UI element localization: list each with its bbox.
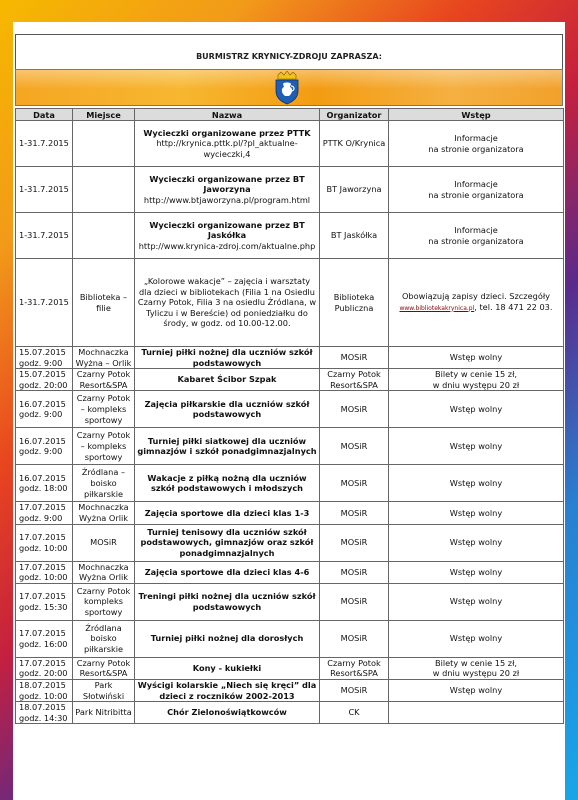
cell-place — [73, 167, 135, 213]
cell-name — [135, 347, 320, 369]
cell-name — [135, 620, 320, 657]
table-row — [16, 465, 564, 502]
cell-place: Park Nitribitta — [73, 702, 135, 724]
cell-organizer: BT Jaworzyna — [320, 167, 389, 213]
cell-name — [135, 391, 320, 428]
cell-organizer: MOSiR — [320, 620, 389, 657]
cell-entry: Wstęp wolny — [389, 347, 564, 369]
cell-name — [135, 428, 320, 465]
cell-organizer: MOSiR — [320, 465, 389, 502]
cell-entry: Informacje na stronie organizatora — [389, 121, 564, 167]
cell-place: Czarny Potok – kompleks sportowy — [73, 428, 135, 465]
cell-date: 17.07.2015 godz. 16:00 — [16, 620, 73, 657]
cell-name — [135, 465, 320, 502]
table-row — [16, 121, 564, 167]
cell-name — [135, 679, 320, 701]
table-row — [16, 167, 564, 213]
cell-place: Czarny Potok kompleks sportowy — [73, 583, 135, 620]
cell-organizer: MOSiR — [320, 391, 389, 428]
cell-entry: Wstęp wolny — [389, 524, 564, 561]
table-row — [16, 428, 564, 465]
cell-entry: Wstęp wolny — [389, 428, 564, 465]
cell-name-bold: Kony - kukiełki — [192, 663, 262, 674]
cell-organizer: Czarny Potok Resort&SPA — [320, 657, 389, 679]
cell-name — [135, 583, 320, 620]
cell-date: 1-31.7.2015 — [16, 213, 73, 259]
cell-entry: Wstęp wolny — [389, 465, 564, 502]
events-table-body — [16, 121, 564, 724]
cell-date: 18.07.2015 godz. 10:00 — [16, 679, 73, 701]
cell-date: 17.07.2015 godz. 20:00 — [16, 657, 73, 679]
cell-name — [135, 502, 320, 524]
cell-date: 1-31.7.2015 — [16, 259, 73, 347]
cell-name — [135, 121, 320, 167]
coat-of-arms-icon — [272, 71, 302, 105]
cell-place — [73, 121, 135, 167]
table-row — [16, 347, 564, 369]
cell-place: Czarny Potok Resort&SPA — [73, 657, 135, 679]
cell-date: 16.07.2015 godz. 18:00 — [16, 465, 73, 502]
cell-entry: Bilety w cenie 15 zł, w dniu występu 20 zł — [389, 657, 564, 679]
cell-name-bold: Turniej piłki nożnej dla uczniów szkół podstawowych — [141, 347, 313, 368]
cell-organizer: PTTK O/Krynica — [320, 121, 389, 167]
cell-name-bold: Treningi piłki nożnej dla uczniów szkół podstawowych — [138, 591, 316, 612]
cell-date: 16.07.2015 godz. 9:00 — [16, 391, 73, 428]
cell-entry — [389, 259, 564, 347]
cell-date: 18.07.2015 godz. 14:30 — [16, 702, 73, 724]
table-row — [16, 620, 564, 657]
cell-organizer: MOSiR — [320, 679, 389, 701]
poster-sheet — [13, 22, 565, 800]
cell-name-bold: Wycieczki organizowane przez BT Jaskółka — [149, 219, 305, 241]
cell-name-bold: Wycieczki organizowane przez PTTK — [143, 127, 311, 138]
cell-place: Czarny Potok Resort&SPA — [73, 369, 135, 391]
cell-name — [135, 167, 320, 213]
cell-name-bold: Wyścigi kolarskie „Niech się kręci” dla dzieci z roczników 2002-2013 — [137, 679, 317, 701]
cell-entry: Wstęp wolny — [389, 391, 564, 428]
cell-name-bold: Wakacje z piłką nożną dla uczniów szkół podstawowych i młodszych — [147, 472, 307, 494]
cell-name-bold: Turniej tenisowy dla uczniów szkół podstawowych, gimnazjów oraz szkół ponadgimnazjalnych — [140, 526, 314, 558]
cell-organizer: MOSiR — [320, 347, 389, 369]
cell-name — [135, 524, 320, 561]
cell-organizer: MOSiR — [320, 502, 389, 524]
cell-entry: Wstęp wolny — [389, 561, 564, 583]
table-header-row — [16, 109, 564, 121]
cell-organizer: MOSiR — [320, 583, 389, 620]
cell-name — [135, 213, 320, 259]
cell-name-bold: Zajęcia sportowe dla dzieci klas 4-6 — [144, 566, 310, 577]
table-row — [16, 391, 564, 428]
col-header-organizer: Organizator — [320, 109, 389, 121]
cell-date: 17.07.2015 godz. 15:30 — [16, 583, 73, 620]
col-header-name: Nazwa — [135, 109, 320, 121]
cell-name-bold: Zajęcia piłkarskie dla uczniów szkół podstawowych — [144, 398, 310, 420]
cell-name-bold: Zajęcia sportowe dla dzieci klas 1-3 — [144, 507, 310, 518]
cell-organizer: Czarny Potok Resort&SPA — [320, 369, 389, 391]
cell-organizer: MOSiR — [320, 561, 389, 583]
cell-place: Mochnaczka Wyżna – Orlik — [73, 347, 135, 369]
col-header-date: Data — [16, 109, 73, 121]
col-header-entry: Wstęp — [389, 109, 564, 121]
cell-organizer: BT Jaskółka — [320, 213, 389, 259]
cell-organizer: MOSiR — [320, 428, 389, 465]
cell-date: 15.07.2015 godz. 20:00 — [16, 369, 73, 391]
cell-entry: Wstęp wolny — [389, 502, 564, 524]
table-row — [16, 259, 564, 347]
cell-date: 16.07.2015 godz. 9:00 — [16, 428, 73, 465]
cell-name-bold: Chór Zielonoświątkowców — [167, 707, 287, 718]
cell-name-bold: Turniej piłki siatkowej dla uczniów gimnazjów i szkół ponadgimnazjalnych — [137, 435, 317, 457]
cell-entry — [389, 702, 564, 724]
table-row — [16, 213, 564, 259]
cell-date: 17.07.2015 godz. 10:00 — [16, 524, 73, 561]
cell-name — [135, 657, 320, 679]
table-row — [16, 583, 564, 620]
cell-entry: Wstęp wolny — [389, 583, 564, 620]
cell-organizer: MOSiR — [320, 524, 389, 561]
cell-place: Źródlana – boisko piłkarskie — [73, 465, 135, 502]
table-row — [16, 679, 564, 701]
cell-place — [73, 213, 135, 259]
table-row — [16, 369, 564, 391]
library-link[interactable]: www.bibliotekakrynica.pl — [399, 304, 475, 312]
cell-name-detail: http://www.btjaworzyna.pl/program.html — [143, 194, 311, 205]
cell-entry-text: Obowiązują zapisy dzieci. Szczegóły — [401, 290, 551, 301]
events-table — [15, 108, 564, 724]
orange-banner — [15, 69, 563, 106]
cell-date: 17.07.2015 godz. 10:00 — [16, 561, 73, 583]
cell-date: 17.07.2015 godz. 9:00 — [16, 502, 73, 524]
cell-entry: Wstęp wolny — [389, 679, 564, 701]
table-row — [16, 561, 564, 583]
table-row — [16, 524, 564, 561]
cell-date: 1-31.7.2015 — [16, 121, 73, 167]
col-header-place: Miejsce — [73, 109, 135, 121]
poster-title-text: BURMISTRZ KRYNICY-ZDROJU ZAPRASZA: — [196, 51, 382, 61]
cell-organizer: Biblioteka Publiczna — [320, 259, 389, 347]
cell-name — [135, 561, 320, 583]
cell-entry: Bilety w cenie 15 zł, w dniu występu 20 zł — [389, 369, 564, 391]
cell-date: 15.07.2015 godz. 9:00 — [16, 347, 73, 369]
table-row — [16, 502, 564, 524]
cell-place: Mochnaczka Wyżna Orlik — [73, 502, 135, 524]
cell-date: 1-31.7.2015 — [16, 167, 73, 213]
cell-name — [135, 259, 320, 347]
cell-entry: Informacje na stronie organizatora — [389, 167, 564, 213]
cell-entry-tail: , tel. 18 471 22 03. — [474, 301, 553, 312]
cell-name-detail: http://www.krynica-zdroj.com/aktualne.php — [138, 240, 316, 251]
cell-entry: Wstęp wolny — [389, 620, 564, 657]
cell-name-detail: „Kolorowe wakacje” – zajęcia i warsztaty dla dzieci w bibliotekach (Filia 1 na Osiedlu Czarny Potok, Filia 3 na osiedlu Źródlana, w Tyliczu i w Bereście) od poniedziałku do środy, w godz. od 10.00-12.00. — [137, 276, 317, 329]
cell-place: Czarny Potok – kompleks sportowy — [73, 391, 135, 428]
cell-name-bold: Turniej piłki nożnej dla dorosłych — [150, 633, 304, 644]
cell-entry: Informacje na stronie organizatora — [389, 213, 564, 259]
cell-name-bold: Kabaret Ścibor Szpak — [177, 374, 277, 385]
cell-place: Park Słotwiński — [73, 679, 135, 701]
cell-place: Biblioteka – filie — [73, 259, 135, 347]
cell-place: MOSiR — [73, 524, 135, 561]
table-row — [16, 702, 564, 724]
table-row — [16, 657, 564, 679]
cell-name — [135, 369, 320, 391]
cell-name-detail: http://krynica.pttk.pl/?pl_aktualne-wycieczki,4 — [156, 138, 298, 159]
cell-name — [135, 702, 320, 724]
cell-place: Źródlana boisko piłkarskie — [73, 620, 135, 657]
cell-place: Mochnaczka Wyżna Orlik — [73, 561, 135, 583]
cell-organizer: CK — [320, 702, 389, 724]
cell-name-bold: Wycieczki organizowane przez BT Jaworzyna — [149, 173, 305, 195]
